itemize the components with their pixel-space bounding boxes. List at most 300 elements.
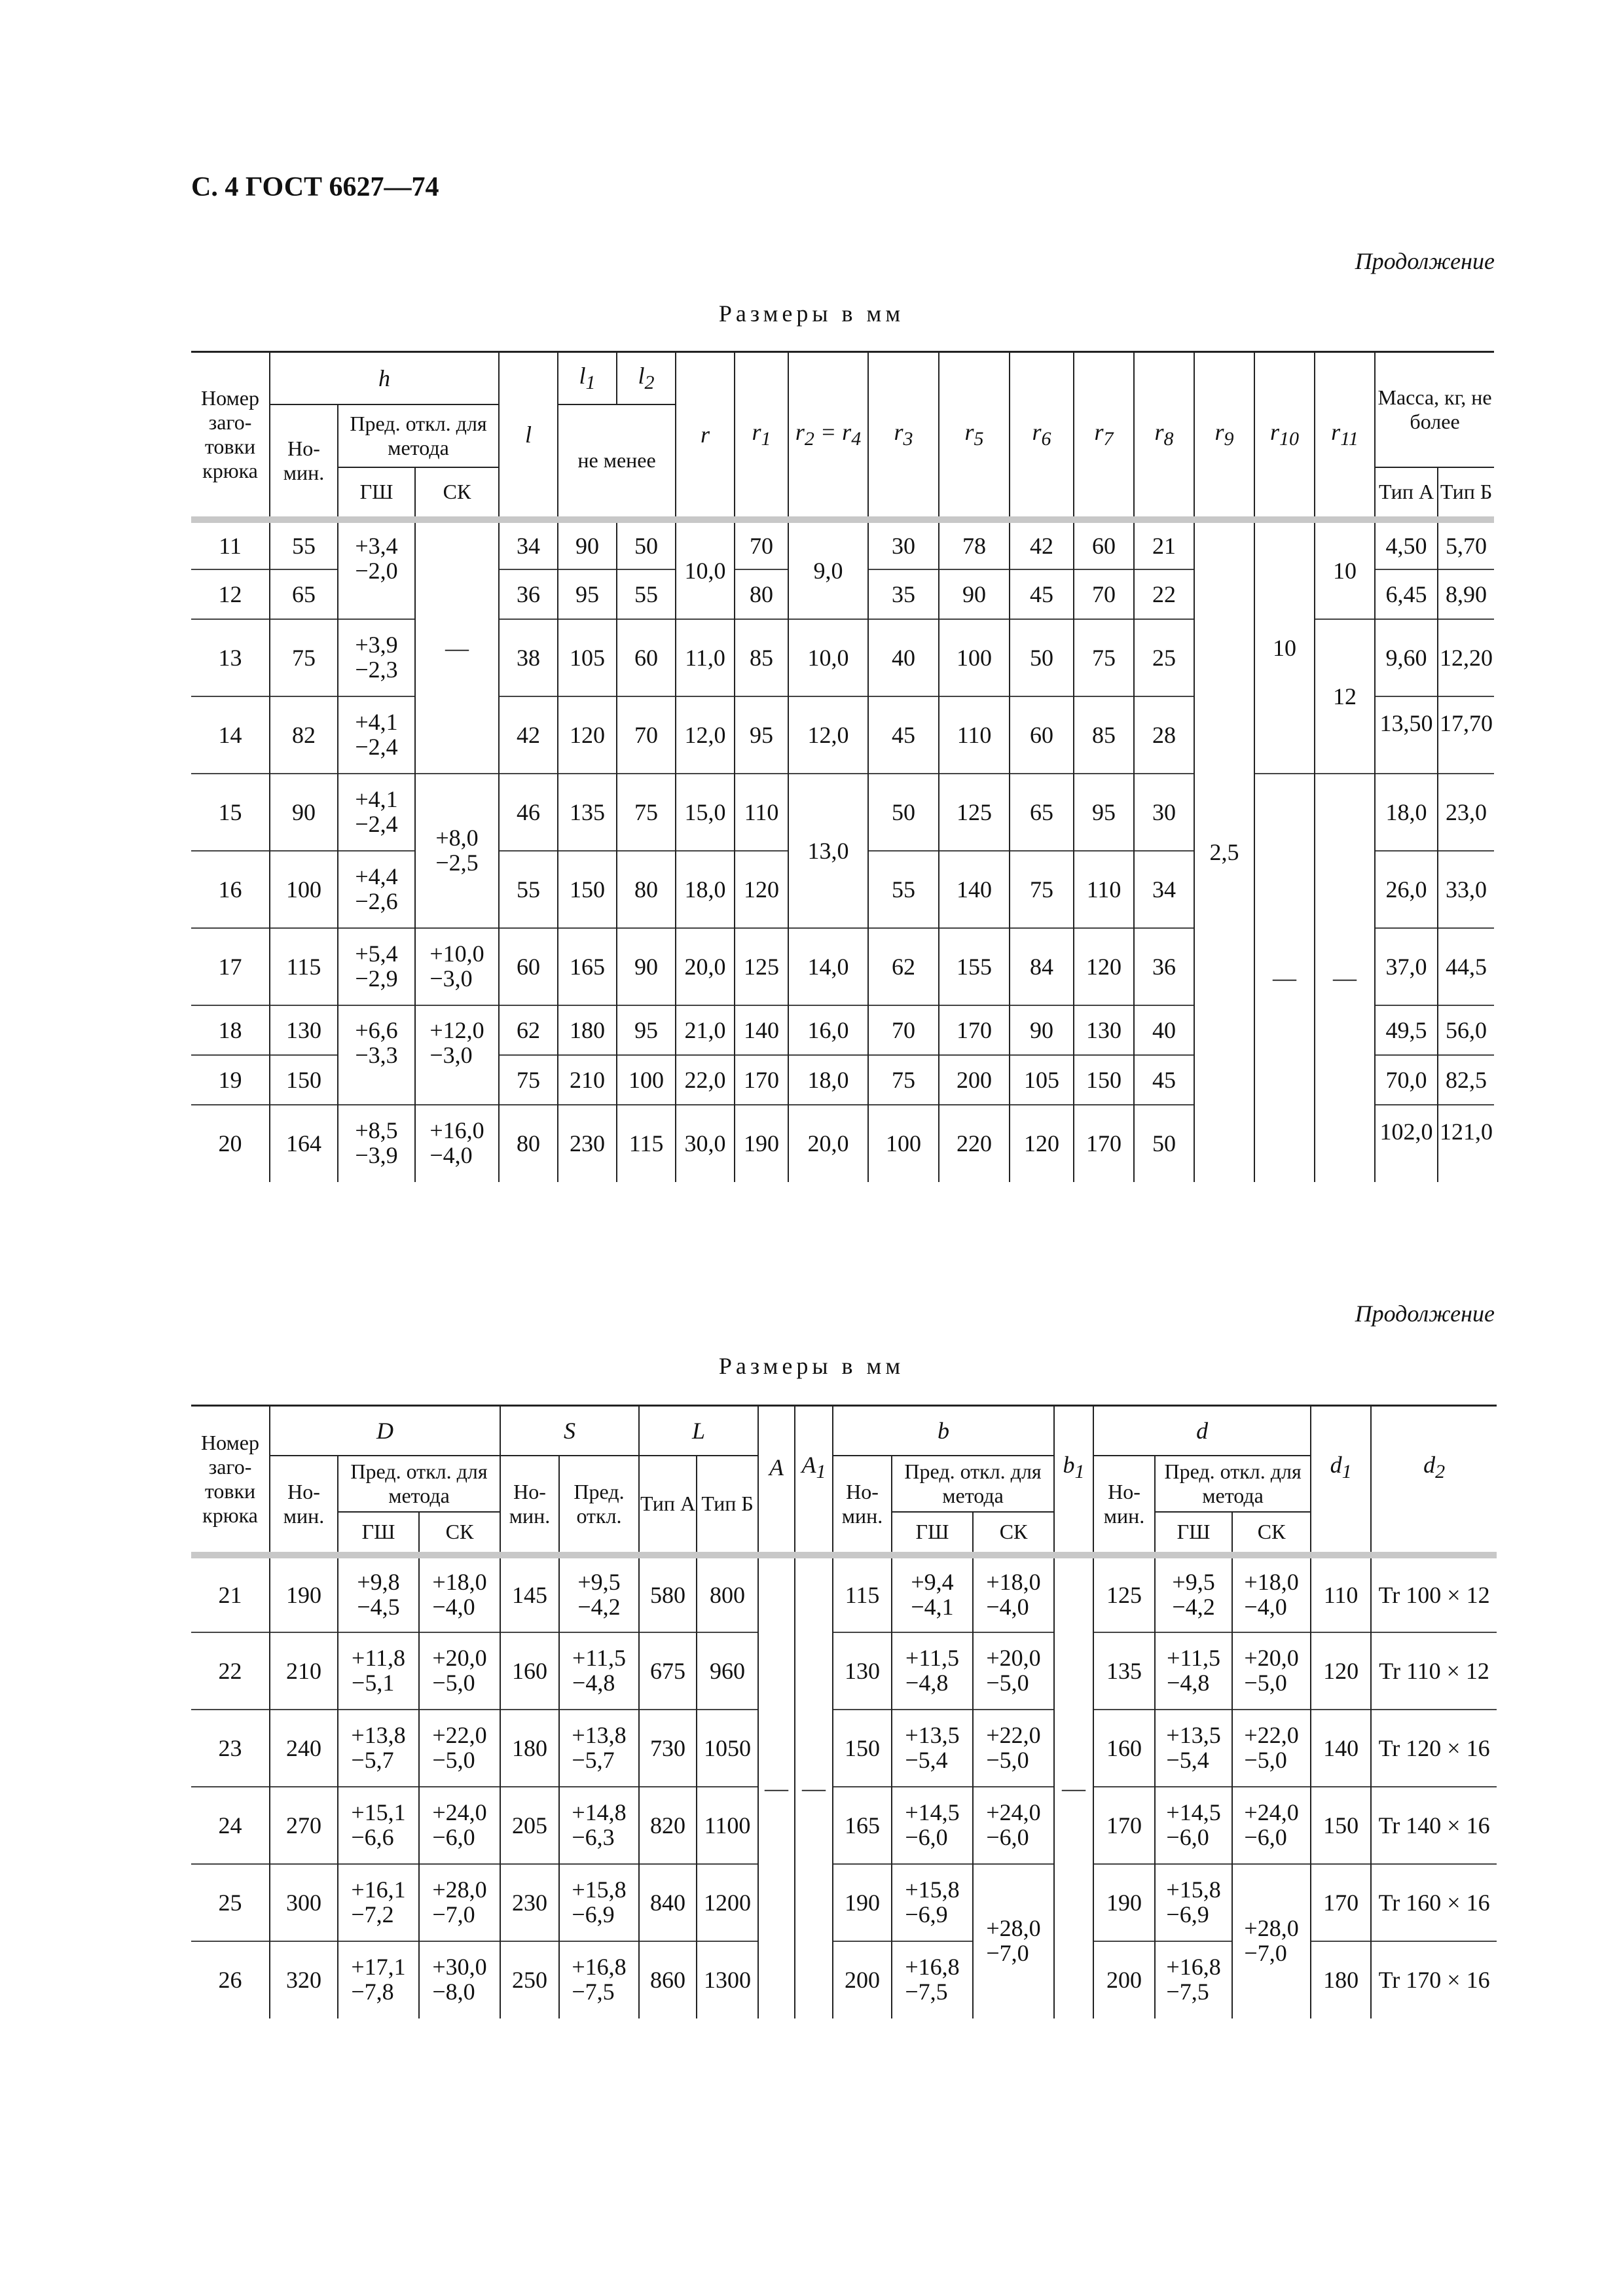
cell-b-gsh: +16,8 −7,5 [892, 1941, 973, 2018]
cell-r5: 100 [939, 619, 1010, 696]
header-d1: $d_1$ [1311, 1406, 1371, 1555]
cell-S: 180 [500, 1710, 559, 1787]
cell-D: 320 [270, 1941, 338, 2018]
cell-r8: 50 [1134, 1105, 1194, 1182]
cell-r10: 10 [1254, 520, 1315, 774]
cell-S: 250 [500, 1941, 559, 2018]
cell-gsh: +8,5 −3,9 [338, 1105, 415, 1182]
cell-D-gsh: +13,8 −5,7 [338, 1710, 419, 1787]
header-r10: $r_{10}$ [1254, 352, 1315, 520]
cell-l1: 120 [558, 696, 617, 774]
cell-r6: 65 [1010, 774, 1074, 851]
cell-b-sk: +28,0 −7,0 [973, 1864, 1054, 2018]
cell-D: 270 [270, 1787, 338, 1864]
cell-mass-a: 9,60 [1375, 619, 1438, 696]
cell-h: 100 [270, 851, 338, 928]
cell-r7: 150 [1074, 1055, 1134, 1105]
cell-d-gsh: +9,5 −4,2 [1155, 1555, 1232, 1632]
cell-S: 230 [500, 1864, 559, 1941]
cell-no: 25 [191, 1864, 270, 1941]
header-type-b: Тип Б [1438, 467, 1494, 520]
table-row [191, 520, 1494, 569]
header-not-less: не менее [558, 404, 676, 520]
cell-D-sk: +28,0 −7,0 [419, 1864, 500, 1941]
cell-D-gsh: +15,1 −6,6 [338, 1787, 419, 1864]
cell-D-gsh: +17,1 −7,8 [338, 1941, 419, 2018]
cell-S-tol: +15,8 −6,9 [559, 1864, 639, 1941]
cell-r2: 10,0 [788, 619, 868, 696]
cell-l: 36 [499, 569, 558, 619]
cell-b: 115 [833, 1555, 892, 1632]
header-L-type-a: Тип А [639, 1456, 697, 1555]
header-D: D [270, 1406, 500, 1456]
cell-r: 11,0 [676, 619, 735, 696]
cell-r1: 190 [735, 1105, 788, 1182]
table-row [191, 1787, 1497, 1864]
header-l1: $l_1$ [558, 352, 617, 404]
header-b: b [833, 1406, 1054, 1456]
cell-r: 10,0 [676, 520, 735, 619]
cell-l2: 100 [617, 1055, 676, 1105]
cell-L-a: 730 [639, 1710, 697, 1787]
cell-l1: 165 [558, 928, 617, 1005]
cell-r: 18,0 [676, 851, 735, 928]
cell-mass-b: 12,20 [1438, 619, 1494, 696]
units-label-2: Размеры в мм [718, 1353, 905, 1379]
cell-no: 18 [191, 1005, 270, 1055]
cell-mass-b: 8,90 [1438, 569, 1494, 619]
cell-S-tol: +16,8 −7,5 [559, 1941, 639, 2018]
cell-L-a: 675 [639, 1632, 697, 1710]
cell-l: 34 [499, 520, 558, 569]
cell-r8: 30 [1134, 774, 1194, 851]
cell-mass-b: 44,5 [1438, 928, 1494, 1005]
cell-sk: +10,0 −3,0 [415, 928, 499, 1005]
cell-l: 75 [499, 1055, 558, 1105]
header-r3: $r_3$ [868, 352, 939, 520]
cell-l1: 230 [558, 1105, 617, 1182]
cell-no: 17 [191, 928, 270, 1005]
cell-d-gsh: +16,8 −7,5 [1155, 1941, 1232, 2018]
cell-d: 125 [1093, 1555, 1155, 1632]
cell-b1: — [1054, 1555, 1093, 2018]
cell-mass-a: 4,50 [1375, 520, 1438, 569]
cell-no: 14 [191, 696, 270, 774]
cell-h: 164 [270, 1105, 338, 1182]
cell-r3: 100 [868, 1105, 939, 1182]
cell-mass-a: 13,50 [1375, 696, 1438, 774]
cell-D-sk: +24,0 −6,0 [419, 1787, 500, 1864]
cell-r3: 70 [868, 1005, 939, 1055]
cell-r8: 22 [1134, 569, 1194, 619]
units-label-1: Размеры в мм [718, 300, 905, 327]
cell-L-b: 1200 [697, 1864, 758, 1941]
cell-b-gsh: +15,8 −6,9 [892, 1864, 973, 1941]
cell-b-gsh: +11,5 −4,8 [892, 1632, 973, 1710]
header-d: d [1093, 1406, 1311, 1456]
cell-b: 200 [833, 1941, 892, 2018]
cell-D-sk: +22,0 −5,0 [419, 1710, 500, 1787]
cell-r3: 55 [868, 851, 939, 928]
cell-mass-b: 23,0 [1438, 774, 1494, 851]
cell-l2: 55 [617, 569, 676, 619]
dimensions-table-1 [191, 351, 1494, 1182]
cell-l: 55 [499, 851, 558, 928]
cell-no: 19 [191, 1055, 270, 1105]
cell-r6: 75 [1010, 851, 1074, 928]
cell-h: 90 [270, 774, 338, 851]
header-r1: $r_1$ [735, 352, 788, 520]
cell-d-gsh: +13,5 −5,4 [1155, 1710, 1232, 1787]
header-r8: $r_8$ [1134, 352, 1194, 520]
header-D-gsh: ГШ [338, 1512, 419, 1555]
cell-r3: 75 [868, 1055, 939, 1105]
cell-l2: 95 [617, 1005, 676, 1055]
cell-h: 150 [270, 1055, 338, 1105]
cell-r8: 25 [1134, 619, 1194, 696]
cell-b-sk: +20,0 −5,0 [973, 1632, 1054, 1710]
header-r7: $r_7$ [1074, 352, 1134, 520]
cell-r5: 155 [939, 928, 1010, 1005]
cell-d1: 150 [1311, 1787, 1371, 1864]
header-d-sk: СК [1232, 1512, 1311, 1555]
header-L-type-b: Тип Б [697, 1456, 758, 1555]
cell-d2: Tr 170 × 16 [1371, 1941, 1497, 2018]
cell-b-sk: +24,0 −6,0 [973, 1787, 1054, 1864]
cell-no: 21 [191, 1555, 270, 1632]
header-r6: $r_6$ [1010, 352, 1074, 520]
cell-mass-a: 37,0 [1375, 928, 1438, 1005]
cell-h: 55 [270, 520, 338, 569]
cell-r8: 40 [1134, 1005, 1194, 1055]
cell-r7: 120 [1074, 928, 1134, 1005]
header-blank-no: Номер заго-товки крюка [191, 1406, 270, 1555]
header-S: S [500, 1406, 639, 1456]
cell-r7: 170 [1074, 1105, 1134, 1182]
cell-no: 20 [191, 1105, 270, 1182]
cell-l2: 50 [617, 520, 676, 569]
header-L: L [639, 1406, 758, 1456]
cell-r11: 12 [1315, 619, 1375, 774]
header-S-tol: Пред. откл. [559, 1456, 639, 1555]
cell-mass-a: 26,0 [1375, 851, 1438, 928]
cell-r5: 140 [939, 851, 1010, 928]
cell-L-b: 960 [697, 1632, 758, 1710]
cell-l: 60 [499, 928, 558, 1005]
table-row [191, 1864, 1497, 1941]
cell-l2: 115 [617, 1105, 676, 1182]
cell-r1: 80 [735, 569, 788, 619]
cell-d-gsh: +14,5 −6,0 [1155, 1787, 1232, 1864]
cell-mass-a: 102,0 [1375, 1105, 1438, 1182]
cell-r3: 35 [868, 569, 939, 619]
cell-L-a: 820 [639, 1787, 697, 1864]
cell-L-a: 840 [639, 1864, 697, 1941]
cell-r6: 45 [1010, 569, 1074, 619]
cell-no: 26 [191, 1941, 270, 2018]
header-mass: Масса, кг, не более [1375, 352, 1494, 467]
header-gsh: ГШ [338, 467, 415, 520]
cell-d-gsh: +15,8 −6,9 [1155, 1864, 1232, 1941]
cell-r7: 110 [1074, 851, 1134, 928]
cell-no: 23 [191, 1710, 270, 1787]
cell-no: 11 [191, 520, 270, 569]
cell-l2: 80 [617, 851, 676, 928]
cell-l1: 180 [558, 1005, 617, 1055]
cell-no: 22 [191, 1632, 270, 1710]
header-b1: $b_1$ [1054, 1406, 1093, 1555]
cell-sk: +16,0 −4,0 [415, 1105, 499, 1182]
header-h: h [270, 352, 499, 404]
cell-r2: 12,0 [788, 696, 868, 774]
header-d2: $d_2$ [1371, 1406, 1497, 1555]
cell-mass-b: 5,70 [1438, 520, 1494, 569]
cell-r7: 95 [1074, 774, 1134, 851]
continued-label-1: Продолжение [1355, 248, 1495, 274]
cell-r3: 50 [868, 774, 939, 851]
cell-r7: 130 [1074, 1005, 1134, 1055]
cell-r6: 60 [1010, 696, 1074, 774]
cell-mass-b: 82,5 [1438, 1055, 1494, 1105]
cell-d2: Tr 100 × 12 [1371, 1555, 1497, 1632]
cell-S-tol: +13,8 −5,7 [559, 1710, 639, 1787]
cell-r6: 120 [1010, 1105, 1074, 1182]
cell-r3: 45 [868, 696, 939, 774]
cell-l: 46 [499, 774, 558, 851]
cell-D-sk: +18,0 −4,0 [419, 1555, 500, 1632]
cell-h: 65 [270, 569, 338, 619]
cell-S-tol: +9,5 −4,2 [559, 1555, 639, 1632]
header-A1: $A_1$ [795, 1406, 833, 1555]
header-r: r [676, 352, 735, 520]
cell-S: 145 [500, 1555, 559, 1632]
cell-r1: 140 [735, 1005, 788, 1055]
cell-S: 160 [500, 1632, 559, 1710]
cell-gsh: +4,4 −2,6 [338, 851, 415, 928]
cell-r1: 85 [735, 619, 788, 696]
cell-D-gsh: +11,8 −5,1 [338, 1632, 419, 1710]
cell-r7: 85 [1074, 696, 1134, 774]
header-b-tol: Пред. откл. для метода [892, 1456, 1054, 1512]
cell-r: 12,0 [676, 696, 735, 774]
cell-d-sk: +28,0 −7,0 [1232, 1864, 1311, 2018]
table-row [191, 774, 1494, 851]
cell-r5: 170 [939, 1005, 1010, 1055]
cell-r5: 110 [939, 696, 1010, 774]
cell-r6: 42 [1010, 520, 1074, 569]
cell-d1: 180 [1311, 1941, 1371, 2018]
page-header: С. 4 ГОСТ 6627—74 [191, 172, 439, 202]
cell-l1: 90 [558, 520, 617, 569]
cell-L-b: 1100 [697, 1787, 758, 1864]
cell-d: 160 [1093, 1710, 1155, 1787]
cell-r8: 36 [1134, 928, 1194, 1005]
cell-l: 42 [499, 696, 558, 774]
cell-A1: — [795, 1555, 833, 2018]
cell-r1: 125 [735, 928, 788, 1005]
cell-r7: 60 [1074, 520, 1134, 569]
cell-r8: 45 [1134, 1055, 1194, 1105]
cell-d2: Tr 160 × 16 [1371, 1864, 1497, 1941]
table-row [191, 1710, 1497, 1787]
cell-D: 300 [270, 1864, 338, 1941]
cell-b-sk: +18,0 −4,0 [973, 1555, 1054, 1632]
cell-no: 15 [191, 774, 270, 851]
cell-b: 190 [833, 1864, 892, 1941]
cell-mass-b: 56,0 [1438, 1005, 1494, 1055]
cell-sk: +12,0 −3,0 [415, 1005, 499, 1105]
cell-l2: 70 [617, 696, 676, 774]
cell-d-sk: +20,0 −5,0 [1232, 1632, 1311, 1710]
table-row [191, 1632, 1497, 1710]
header-A: A [758, 1406, 795, 1555]
cell-d: 190 [1093, 1864, 1155, 1941]
cell-d1: 170 [1311, 1864, 1371, 1941]
cell-D: 190 [270, 1555, 338, 1632]
cell-r3: 40 [868, 619, 939, 696]
cell-gsh: +4,1 −2,4 [338, 774, 415, 851]
cell-r5: 220 [939, 1105, 1010, 1182]
cell-l1: 150 [558, 851, 617, 928]
cell-r5: 90 [939, 569, 1010, 619]
cell-r5: 200 [939, 1055, 1010, 1105]
cell-d1: 120 [1311, 1632, 1371, 1710]
cell-r2: 16,0 [788, 1005, 868, 1055]
header-h-nom: Но-мин. [270, 404, 338, 520]
cell-r6: 90 [1010, 1005, 1074, 1055]
cell-d: 170 [1093, 1787, 1155, 1864]
cell-r1: 170 [735, 1055, 788, 1105]
cell-mass-b: 121,0 [1438, 1105, 1494, 1182]
header-l: l [499, 352, 558, 520]
cell-h: 115 [270, 928, 338, 1005]
cell-no: 24 [191, 1787, 270, 1864]
cell-d1: 140 [1311, 1710, 1371, 1787]
cell-S-tol: +11,5 −4,8 [559, 1632, 639, 1710]
cell-l: 62 [499, 1005, 558, 1055]
header-D-sk: СК [419, 1512, 500, 1555]
cell-r8: 28 [1134, 696, 1194, 774]
cell-d-sk: +18,0 −4,0 [1232, 1555, 1311, 1632]
cell-D: 210 [270, 1632, 338, 1710]
cell-b: 165 [833, 1787, 892, 1864]
cell-r: 22,0 [676, 1055, 735, 1105]
cell-l1: 105 [558, 619, 617, 696]
cell-r8: 21 [1134, 520, 1194, 569]
cell-L-b: 1300 [697, 1941, 758, 2018]
cell-r: 15,0 [676, 774, 735, 851]
cell-r9: 2,5 [1194, 520, 1254, 1182]
cell-r2: 18,0 [788, 1055, 868, 1105]
cell-b: 130 [833, 1632, 892, 1710]
cell-r5: 78 [939, 520, 1010, 569]
cell-sk: +8,0 −2,5 [415, 774, 499, 928]
cell-S-tol: +14,8 −6,3 [559, 1787, 639, 1864]
cell-mass-b: 33,0 [1438, 851, 1494, 928]
cell-d-sk: +24,0 −6,0 [1232, 1787, 1311, 1864]
header-D-tol: Пред. откл. для метода [338, 1456, 500, 1512]
cell-mass-a: 49,5 [1375, 1005, 1438, 1055]
cell-D: 240 [270, 1710, 338, 1787]
cell-r7: 75 [1074, 619, 1134, 696]
cell-b: 150 [833, 1710, 892, 1787]
cell-l2: 75 [617, 774, 676, 851]
cell-d-gsh: +11,5 −4,8 [1155, 1632, 1232, 1710]
cell-L-b: 800 [697, 1555, 758, 1632]
header-r11: $r_{11}$ [1315, 352, 1375, 520]
cell-gsh: +5,4 −2,9 [338, 928, 415, 1005]
header-r5: $r_5$ [939, 352, 1010, 520]
cell-r: 20,0 [676, 928, 735, 1005]
cell-l: 80 [499, 1105, 558, 1182]
cell-b-sk: +22,0 −5,0 [973, 1710, 1054, 1787]
cell-l2: 90 [617, 928, 676, 1005]
cell-h: 130 [270, 1005, 338, 1055]
cell-d: 200 [1093, 1941, 1155, 2018]
cell-r1: 110 [735, 774, 788, 851]
header-l2: $l_2$ [617, 352, 676, 404]
cell-mass-a: 18,0 [1375, 774, 1438, 851]
cell-gsh: +6,6 −3,3 [338, 1005, 415, 1105]
cell-r8: 34 [1134, 851, 1194, 928]
cell-D-gsh: +16,1 −7,2 [338, 1864, 419, 1941]
cell-r2: 13,0 [788, 774, 868, 928]
cell-mass-a: 6,45 [1375, 569, 1438, 619]
cell-r2: 20,0 [788, 1105, 868, 1182]
header-r2-r4: $r_2 = r_4$ [788, 352, 868, 520]
dimensions-table-2 [191, 1405, 1497, 2018]
cell-no: 13 [191, 619, 270, 696]
cell-gsh: +4,1 −2,4 [338, 696, 415, 774]
cell-r6: 105 [1010, 1055, 1074, 1105]
cell-r10: — [1254, 774, 1315, 1182]
cell-L-b: 1050 [697, 1710, 758, 1787]
table-row [191, 1555, 1497, 1632]
cell-d: 135 [1093, 1632, 1155, 1710]
cell-r7: 70 [1074, 569, 1134, 619]
header-h-tol: Пред. откл. для метода [338, 404, 499, 467]
cell-d2: Tr 120 × 16 [1371, 1710, 1497, 1787]
cell-r2: 14,0 [788, 928, 868, 1005]
cell-gsh: +3,9 −2,3 [338, 619, 415, 696]
cell-D-gsh: +9,8 −4,5 [338, 1555, 419, 1632]
cell-l2: 60 [617, 619, 676, 696]
cell-b-gsh: +14,5 −6,0 [892, 1787, 973, 1864]
cell-no: 16 [191, 851, 270, 928]
cell-r2: 9,0 [788, 520, 868, 619]
header-blank-no: Номер заго-товки крюка [191, 352, 270, 520]
cell-r: 30,0 [676, 1105, 735, 1182]
cell-D-sk: +20,0 −5,0 [419, 1632, 500, 1710]
cell-r1: 70 [735, 520, 788, 569]
header-D-nom: Но-мин. [270, 1456, 338, 1555]
cell-mass-b: 17,70 [1438, 696, 1494, 774]
cell-L-a: 860 [639, 1941, 697, 2018]
cell-b-gsh: +13,5 −5,4 [892, 1710, 973, 1787]
cell-d2: Tr 110 × 12 [1371, 1632, 1497, 1710]
cell-d1: 110 [1311, 1555, 1371, 1632]
cell-r1: 120 [735, 851, 788, 928]
cell-r5: 125 [939, 774, 1010, 851]
cell-gsh: +3,4 −2,0 [338, 520, 415, 619]
header-d-nom: Но-мин. [1093, 1456, 1155, 1555]
cell-r11: — [1315, 774, 1375, 1182]
header-sk: СК [415, 467, 499, 520]
cell-D-sk: +30,0 −8,0 [419, 1941, 500, 2018]
cell-r6: 84 [1010, 928, 1074, 1005]
cell-sk: — [415, 520, 499, 774]
cell-l1: 210 [558, 1055, 617, 1105]
